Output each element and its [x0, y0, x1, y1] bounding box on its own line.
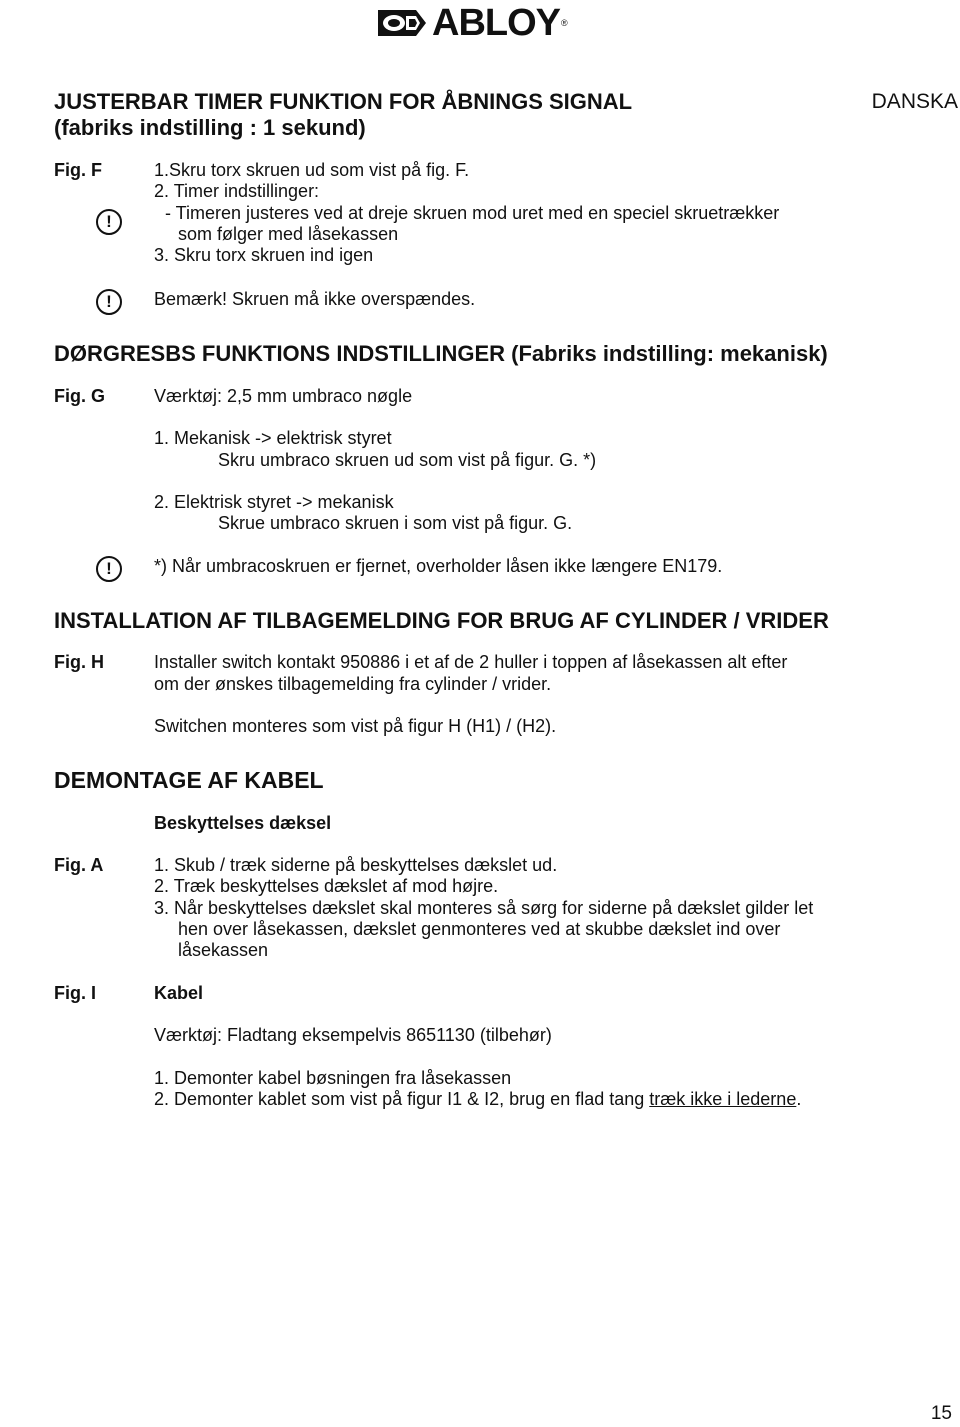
- fig-g-label: Fig. G: [54, 386, 105, 406]
- section3-title: INSTALLATION AF TILBAGEMELDING FOR BRUG AF CYLINDER / VRIDER: [54, 608, 829, 633]
- s4-tool: Værktøj: Fladtang eksempelvis 8651130 (tilbehør): [154, 1025, 552, 1045]
- page-number: 15: [930, 1403, 952, 1424]
- warning-icon: !: [96, 209, 122, 235]
- s1-line-1: 1.Skru torx skruen ud som vist på fig. F.: [154, 160, 470, 180]
- s2-step2-detail: Skrue umbraco skruen i som vist på figur. G.: [218, 513, 573, 533]
- warning-icon: !: [96, 556, 122, 582]
- fig-f-label: Fig. F: [54, 160, 102, 180]
- s4-i-line2-post: .: [796, 1089, 802, 1109]
- s2-note: *) Når umbracoskruen er fjernet, overholder låsen ikke længere EN179.: [154, 556, 723, 576]
- s1-line-2: 2. Timer indstillinger:: [154, 181, 320, 201]
- s3-text2: Switchen monteres som vist på figur H (H1) / (H2).: [154, 716, 557, 736]
- abloy-logo: [376, 4, 568, 42]
- s4-a-line3: 3. Når beskyttelses dækslet skal monteres så sørg for siderne på dækslet gilder let: [154, 898, 814, 918]
- abloy-key-icon: [376, 6, 428, 40]
- s1-line-5: 3. Skru torx skruen ind igen: [154, 245, 374, 265]
- s4-a-line2: 2. Træk beskyttelses dækslet af mod højre.: [154, 876, 499, 896]
- s4-i-line2-underline: træk ikke i lederne: [649, 1089, 797, 1109]
- s4-a-line4: hen over låsekassen, dækslet genmonteres ved at skubbe dækslet ind over: [178, 919, 781, 939]
- brand-name: ABLOY: [432, 2, 560, 44]
- s3-text-line1: Installer switch kontakt 950886 i et af de 2 huller i toppen af låsekassen alt efter: [154, 652, 788, 672]
- s4-i-line2: [154, 1089, 801, 1110]
- s3-text-line2: om der ønskes tilbagemelding fra cylinder / vrider.: [154, 674, 552, 694]
- registered-mark: ®: [561, 18, 568, 28]
- s4-a-line1: 1. Skub / træk siderne på beskyttelses dækslet ud.: [154, 855, 558, 875]
- s1-line-3: - Timeren justeres ved at dreje skruen mod uret med en speciel skruetrækker: [165, 203, 780, 223]
- s4-subtitle-a: Beskyttelses dæksel: [154, 813, 332, 833]
- s2-step1: 1. Mekanisk -> elektrisk styret: [154, 428, 392, 448]
- s1-line-4: som følger med låsekassen: [178, 224, 399, 244]
- s4-a-line5: låsekassen: [178, 940, 269, 960]
- section1-title-line2: (fabriks indstilling : 1 sekund): [54, 115, 366, 140]
- section4-title-text: DEMONTAGE AF KABEL: [54, 767, 324, 793]
- warning-icon: !: [96, 289, 122, 315]
- s1-note: Bemærk! Skruen må ikke overspændes.: [154, 289, 476, 309]
- fig-a-label: Fig. A: [54, 855, 104, 875]
- s2-step1-detail: Skru umbraco skruen ud som vist på figur. G. *): [218, 450, 597, 470]
- s4-subtitle-i: Kabel: [154, 983, 204, 1003]
- section2-title: DØRGRESBS FUNKTIONS INDSTILLINGER (Fabriks indstilling: mekanisk): [54, 341, 828, 366]
- s4-i-line2-pre: 2. Demonter kablet som vist på figur I1 & I2, brug en flad tang: [154, 1089, 650, 1109]
- s2-tool: Værktøj: 2,5 mm umbraco nøgle: [154, 386, 413, 406]
- fig-h-label: Fig. H: [54, 652, 104, 672]
- language-label: DANSKA: [871, 90, 958, 113]
- s2-step2: 2. Elektrisk styret -> mekanisk: [154, 492, 394, 512]
- fig-i-label: Fig. I: [54, 983, 96, 1003]
- section4-title: [54, 767, 324, 793]
- section1-title-line1: JUSTERBAR TIMER FUNKTION FOR ÅBNINGS SIGNAL: [54, 89, 633, 114]
- s4-i-line1: 1. Demonter kabel bøsningen fra låsekassen: [154, 1068, 512, 1088]
